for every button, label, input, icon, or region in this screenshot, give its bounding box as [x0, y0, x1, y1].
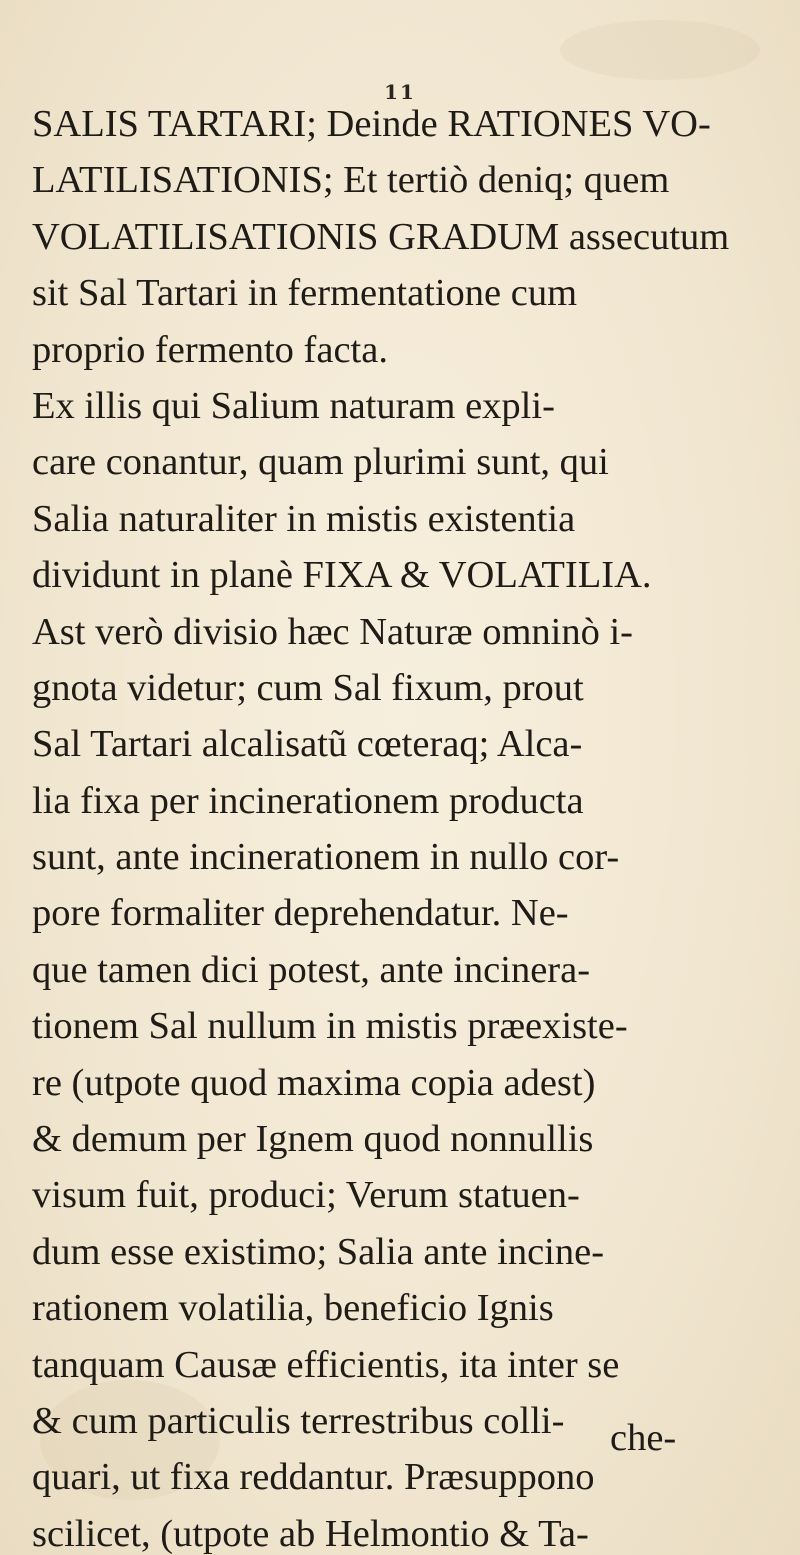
- paper-stain: [560, 20, 760, 80]
- text-line: re (utpote quod maxima copia adest): [32, 1061, 596, 1104]
- page-number: 11: [384, 80, 416, 104]
- text-line: sunt, ante incinerationem in nullo cor-: [32, 836, 620, 879]
- text-line: SALIS TARTARI; Deinde RATIONES VO-: [32, 103, 711, 145]
- text-line: & cum particulis terrestribus colli-: [32, 1399, 565, 1442]
- text-line: proprio fermento facta.: [32, 328, 388, 371]
- text-line: lia fixa per incinerationem producta: [32, 779, 584, 822]
- text-line: care conantur, quam plurimi sunt, qui: [32, 441, 609, 484]
- text-line: Sal Tartari alcalisatũ cœteraq; Alca-: [32, 723, 583, 766]
- text-line: Ast verò divisio hæc Naturæ omninò i-: [32, 610, 633, 653]
- text-line: scilicet, (utpote ab Helmontio & Ta-: [32, 1512, 589, 1555]
- text-line: & demum per Ignem quod nonnullis: [32, 1118, 594, 1161]
- text-line: rationem volatilia, beneficio Ignis: [32, 1287, 554, 1330]
- text-line: dividunt in planè FIXA & VOLATILIA.: [32, 554, 652, 597]
- text-line: dum esse existimo; Salia ante incine-: [32, 1230, 605, 1273]
- text-line: Ex illis qui Salium naturam expli-: [32, 384, 555, 427]
- text-line: LATILISATIONIS; Et tertiò deniq; quem: [32, 159, 670, 202]
- text-line: gnota videtur; cum Sal fixum, prout: [32, 666, 584, 709]
- text-line: Salia naturaliter in mistis existentia: [32, 497, 576, 540]
- text-line: tanquam Causæ efficientis, ita inter se: [32, 1343, 620, 1386]
- text-line: VOLATILISATIONIS GRADUM assecutum: [32, 215, 730, 258]
- body-text: [32, 96, 780, 1555]
- text-line: que tamen dici potest, ante incinera-: [32, 948, 591, 991]
- catchword: che-: [610, 1417, 677, 1459]
- text-line: tionem Sal nullum in mistis præexiste-: [32, 1005, 628, 1048]
- text-line: sit Sal Tartari in fermentatione cum: [32, 272, 578, 315]
- text-line: pore formaliter deprehendatur. Ne-: [32, 892, 569, 935]
- text-line: visum fuit, produci; Verum statuen-: [32, 1174, 580, 1217]
- text-line: quari, ut fixa reddantur. Præsuppono: [32, 1456, 595, 1499]
